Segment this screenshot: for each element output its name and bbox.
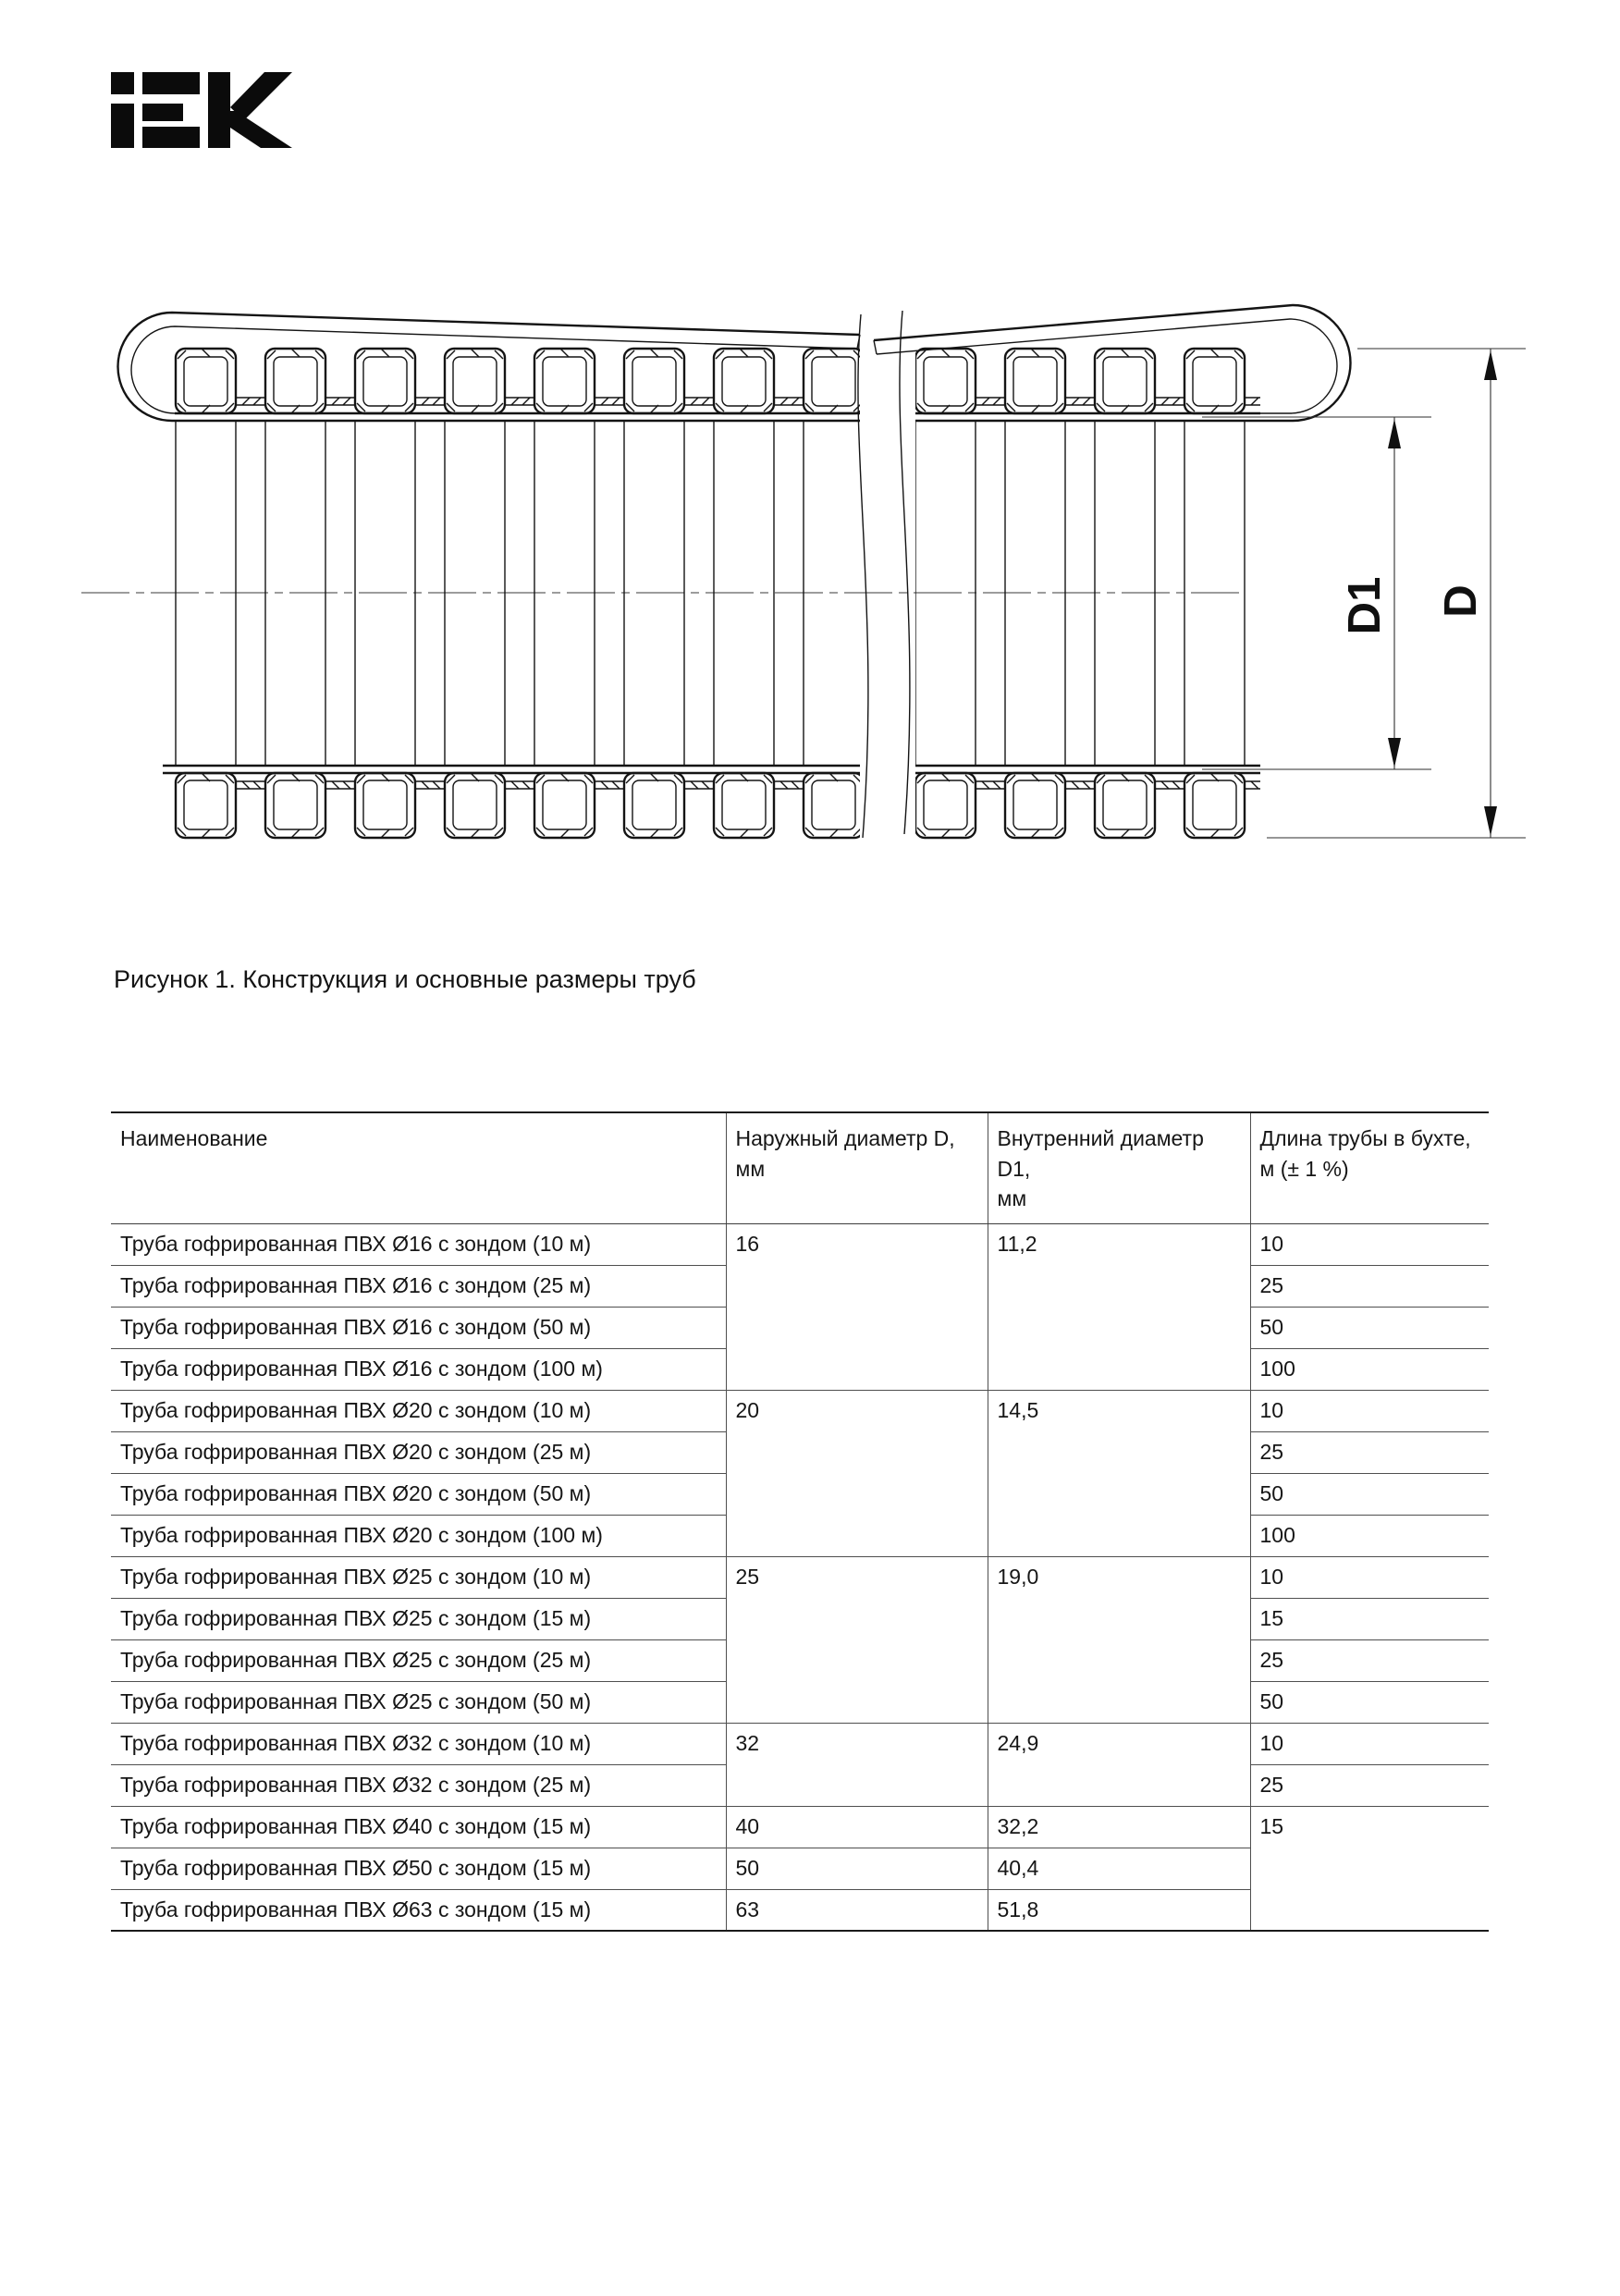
header-outer-diameter: [726, 1112, 988, 1223]
inner-diameter-cell: 24,9: [988, 1723, 1250, 1806]
coil-length-cell: 50: [1250, 1473, 1489, 1515]
pipe-size-table-wrap: [111, 1111, 1489, 1932]
table-row: [111, 1223, 1489, 1265]
pipe-name-cell: Труба гофрированная ПВХ Ø25 с зондом (25 м): [111, 1639, 726, 1681]
header-outer-diameter-line1: Наружный диаметр D,: [735, 1126, 955, 1150]
coil-length-cell: 25: [1250, 1265, 1489, 1307]
coil-length-cell: 10: [1250, 1390, 1489, 1431]
inner-diameter-cell: 40,4: [988, 1848, 1250, 1889]
pipe-name-cell: Труба гофрированная ПВХ Ø16 с зондом (10 м): [111, 1223, 726, 1265]
pipe-size-table: [111, 1111, 1489, 1932]
table-row: [111, 1556, 1489, 1598]
coil-length-cell: 15: [1250, 1806, 1489, 1931]
coil-length-cell: 25: [1250, 1431, 1489, 1473]
table-row: [111, 1723, 1489, 1764]
pipe-name-cell: Труба гофрированная ПВХ Ø63 с зондом (15 м): [111, 1889, 726, 1931]
coil-length-cell: 50: [1250, 1681, 1489, 1723]
pipe-name-cell: Труба гофрированная ПВХ Ø32 с зондом (10 м): [111, 1723, 726, 1764]
table-row: [111, 1390, 1489, 1431]
header-inner-diameter-line2: мм: [997, 1186, 1027, 1211]
pipe-name-cell: Труба гофрированная ПВХ Ø32 с зондом (25 м): [111, 1764, 726, 1806]
outer-diameter-cell: 32: [726, 1723, 988, 1806]
outer-diameter-cell: 63: [726, 1889, 988, 1931]
break-lines: [858, 311, 910, 838]
outer-diameter-cell: 50: [726, 1848, 988, 1889]
header-inner-diameter: [988, 1112, 1250, 1223]
inner-diameter-cell: 19,0: [988, 1556, 1250, 1723]
pipe-name-cell: Труба гофрированная ПВХ Ø16 с зондом (50 м): [111, 1307, 726, 1348]
pipe-name-cell: Труба гофрированная ПВХ Ø16 с зондом (100 м): [111, 1348, 726, 1390]
coil-length-cell: 100: [1250, 1348, 1489, 1390]
dim-label-d: D: [1436, 584, 1486, 618]
header-coil-length-line1: Длина трубы в бухте,: [1259, 1126, 1471, 1150]
pipe-wall-strip-right: [874, 305, 1351, 421]
pipe-name-cell: Труба гофрированная ПВХ Ø20 с зондом (100 м): [111, 1515, 726, 1556]
pipe-name-cell: Труба гофрированная ПВХ Ø40 с зондом (15 м): [111, 1806, 726, 1848]
outer-diameter-cell: 40: [726, 1806, 988, 1848]
table-header-row: [111, 1112, 1489, 1223]
figure-caption: Рисунок 1. Конструкция и основные размеры труб: [114, 965, 696, 993]
pipe-name-cell: Труба гофрированная ПВХ Ø20 с зондом (50 м): [111, 1473, 726, 1515]
dim-label-d1: D1: [1340, 576, 1390, 635]
coil-length-cell: 50: [1250, 1307, 1489, 1348]
coil-length-cell: 10: [1250, 1223, 1489, 1265]
inner-diameter-cell: 51,8: [988, 1889, 1250, 1931]
header-outer-diameter-line2: мм: [735, 1156, 766, 1181]
outer-diameter-cell: 25: [726, 1556, 988, 1723]
pipe-name-cell: Труба гофрированная ПВХ Ø50 с зондом (15 м): [111, 1848, 726, 1889]
coil-length-cell: 10: [1250, 1723, 1489, 1764]
pipe-name-cell: Труба гофрированная ПВХ Ø25 с зондом (10 м): [111, 1556, 726, 1598]
coil-length-cell: 25: [1250, 1764, 1489, 1806]
pipe-table-body: [111, 1223, 1489, 1931]
outer-diameter-cell: 20: [726, 1390, 988, 1556]
coil-length-cell: 100: [1250, 1515, 1489, 1556]
dimension-d: [1267, 349, 1526, 838]
inner-diameter-cell: 11,2: [988, 1223, 1250, 1390]
coil-length-cell: 15: [1250, 1598, 1489, 1639]
pipe-name-cell: Труба гофрированная ПВХ Ø25 с зондом (15 м): [111, 1598, 726, 1639]
header-name-line1: Наименование: [120, 1126, 268, 1150]
iek-logo-glyphs: [111, 72, 292, 148]
header-inner-diameter-line1: Внутренний диаметр D1,: [997, 1126, 1204, 1181]
pipe-name-cell: Труба гофрированная ПВХ Ø20 с зондом (10 м): [111, 1390, 726, 1431]
coil-length-cell: 25: [1250, 1639, 1489, 1681]
table-row: [111, 1806, 1489, 1848]
pipe-name-cell: Труба гофрированная ПВХ Ø25 с зондом (50 м): [111, 1681, 726, 1723]
header-name: [111, 1112, 726, 1223]
pipe-name-cell: Труба гофрированная ПВХ Ø16 с зондом (25 м): [111, 1265, 726, 1307]
coil-length-cell: 10: [1250, 1556, 1489, 1598]
inner-diameter-cell: 14,5: [988, 1390, 1250, 1556]
pipe-wall-strip-left: [118, 313, 861, 421]
pipe-drawing: [0, 185, 1620, 888]
outer-diameter-cell: 16: [726, 1223, 988, 1390]
pipe-name-cell: Труба гофрированная ПВХ Ø20 с зондом (25 м): [111, 1431, 726, 1473]
inner-diameter-cell: 32,2: [988, 1806, 1250, 1848]
header-coil-length-line2: м (± 1 %): [1259, 1156, 1349, 1181]
header-coil-length: [1250, 1112, 1489, 1223]
iek-logo: [109, 67, 294, 159]
